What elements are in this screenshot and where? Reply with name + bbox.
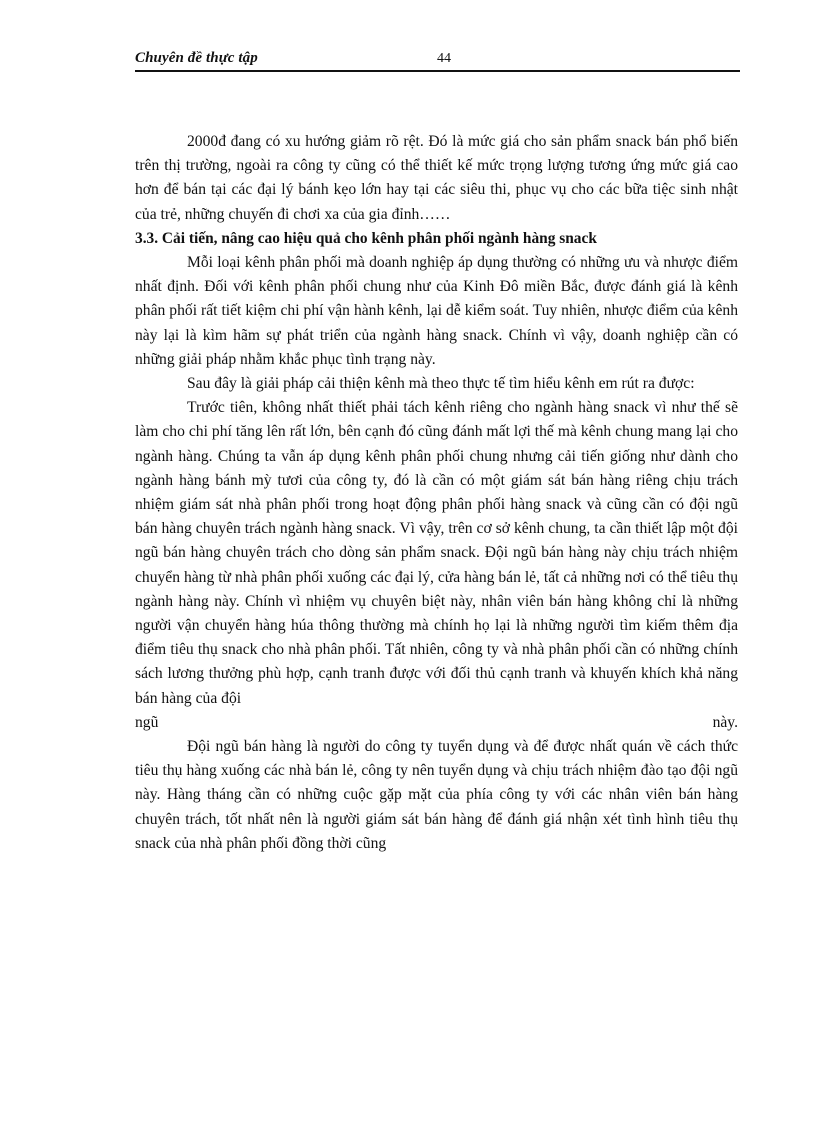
paragraph-solution-intro: Sau đây là giải pháp cải thiện kênh mà theo thực tế tìm hiểu kênh em rút ra được: (187, 375, 695, 393)
page-number: 44 (437, 51, 451, 66)
paragraph-channel-pros-cons: Mỗi loại kênh phân phối mà doanh nghiệp áp dụng thường có những ưu và nhược điểm nhất định. Đối với kênh phân phối chung như của Kinh Đô miền Bắc, được đánh giá là kênh phân phối rất tiết kiệm chi phí vận hành kênh, lại dễ kiểm soát. Tuy nhiên, nhược điểm của kênh này lại là kìm hãm sự phát triển của ngành hàng snack. Chính vì vậy, doanh nghiệp cần có những giải pháp nhằm khắc phục tình trạng này. (135, 254, 738, 368)
paragraph-continuation: 2000đ đang có xu hướng giảm rõ rệt. Đó là mức giá cho sản phẩm snack bán phổ biến trên thị trường, ngoài ra công ty cũng có thể thiết kế mức trọng lượng tương ứng mức giá cao hơn để bán tại các đại lý bánh kẹo lớn hay tại các siêu thi, phục vụ cho các bữa tiệc sinh nhật của trẻ, những chuyến đi chơi xa của gia đỉnh…… (135, 133, 738, 223)
section-heading: 3.3. Cải tiến, nâng cao hiệu quả cho kênh phân phối ngành hàng snack (135, 229, 597, 247)
body-text (135, 130, 738, 856)
header-divider (135, 70, 740, 72)
paragraph-first-solution-tail: ngũ này. (135, 713, 738, 731)
paragraph-first-solution: Trước tiên, không nhất thiết phải tách kênh riêng cho ngành hàng snack vì như thế sẽ làm cho chi phí tăng lên rất lớn, bên cạnh đó cũng đánh mất lợi thế mà kênh chung mang lại cho ngành hàng. Chúng ta vẫn áp dụng kênh phân phối chung nhưng cải tiến giống như dành cho ngành hàng bánh mỳ tươi của công ty, đó là cần có một giám sát bán hàng riêng chịu trách nhiệm giám sát nhà phân phối trong hoạt động phân phối hàng snack và cũng cần có đội ngũ bán hàng chuyên trách ngành hàng snack. Vì vậy, trên cơ sở kênh chung, ta cần thiết lập một đội ngũ bán hàng chuyên trách cho dòng sản phẩm snack. Đội ngũ bán hàng này chịu trách nhiệm chuyển hàng từ nhà phân phối xuống các đại lý, cửa hàng bán lẻ, tất cả những nơi có thể tiêu thụ ngành hàng này. Chính vì nhiệm vụ chuyên biệt này, nhân viên bán hàng không chỉ là những người vận chuyển hàng húa thông thường mà chính họ lại là những người tìm kiếm thêm địa điểm tiêu thụ snack cho nhà phân phối. Tất nhiên, công ty và nhà phân phối cần có những chính sách lương thưởng phù hợp, cạnh tranh được với đối thủ cạnh tranh và khuyến khích khả năng bán hàng của đội (135, 399, 738, 707)
header-title: Chuyên đề thực tập (135, 50, 258, 66)
paragraph-sales-team: Đội ngũ bán hàng là người do công ty tuyển dụng và để được nhất quán về cách thức tiêu thụ hàng xuống các nhà bán lẻ, công ty nên tuyển dụng và chịu trách nhiệm đào tạo đội ngũ này. Hàng tháng cần có những cuộc gặp mặt của phía công ty với các nhân viên bán hàng chuyên trách, tốt nhất nên là người giám sát bán hàng để đánh giá nhận xét tình hình tiêu thụ snack của nhà phân phối đồng thời cũng (135, 738, 738, 852)
page-header (135, 48, 740, 72)
